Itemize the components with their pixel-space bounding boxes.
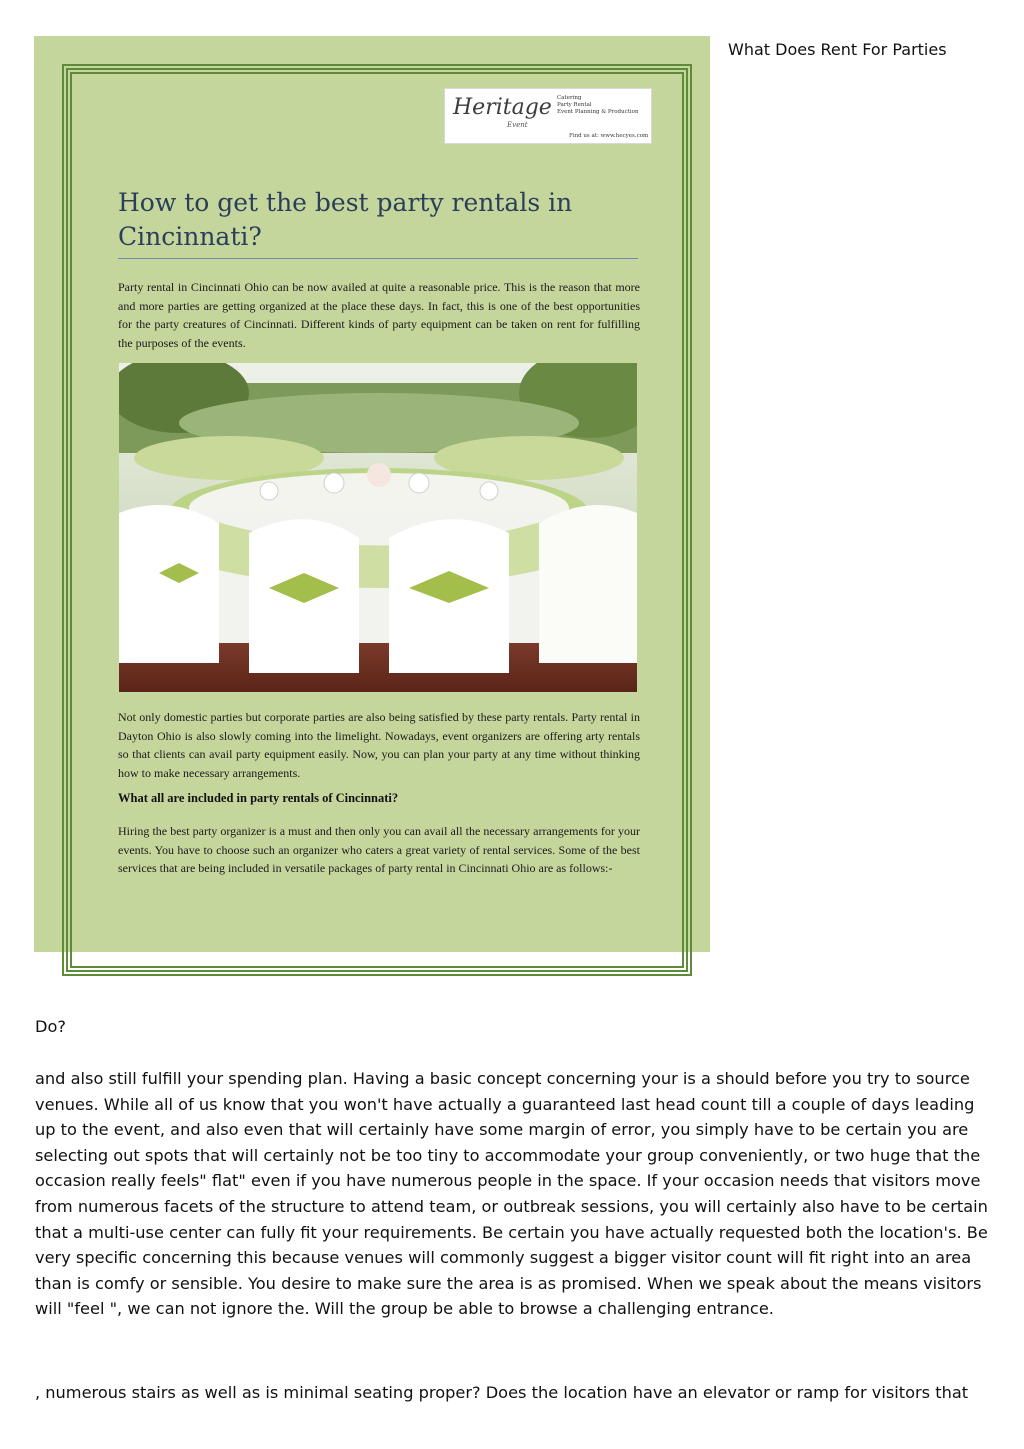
heritage-logo: [444, 88, 652, 144]
party-tables-photo-art: [119, 363, 637, 692]
logo-wordmark: Heritage: [453, 95, 552, 120]
body-heading-fragment: Do?: [35, 1017, 66, 1036]
flyer-paragraph: Hiring the best party organizer is a must and then only you can avail all the necessary arrangements for your events. You have to choose such an organizer who caters a great variety of rental services. Some of the best services that are being included in versatile packages of party rental in Cincinnati Ohio are as follows:-: [118, 824, 640, 876]
page-header: What Does Rent For Parties: [728, 40, 947, 59]
party-tables-photo: [119, 363, 637, 692]
logo-service-line: Party Rental: [557, 102, 592, 108]
body-paragraph: and also still fulfill your spending plan. Having a basic concept concerning your is a should before you try to source venues. While all of us know that you won't have actually a guaranteed last head count till a couple of days leading up to the event, and also even that will certainly have some margin of error, you simply have to be certain you are selecting out spots that will certainly not be too tiny to accommodate your group conveniently, or two huge that the occasion really feels" flat" even if you have numerous people in the space. If your occasion needs that visitors move from numerous facets of the structure to attend team, or outbreak sessions, you will certainly also have to be certain that a multi-use center can fully fit your requirements. Be certain you have actually requested both the location's. Be very specific concerning this because venues will commonly suggest a bigger visitor count will fit right into an area than is comfy or sensible. You desire to make sure the area is as promised. When we speak about the means visitors will "feel ", we can not ignore the. Will the group be able to browse a challenging entrance.: [35, 1069, 988, 1319]
logo-services: [557, 95, 639, 116]
flyer-paragraph: Not only domestic parties but corporate parties are also being satisfied by these party rentals. Party rental in Dayton Ohio is also slowly coming into the limelight. Nowadays, event organizers are offering arty rentals so that clients can avail party equipment easily. Now, you can plan your party at any time without thinking how to make necessary arrangements.: [118, 710, 640, 780]
logo-service-line: Event Planning & Production: [557, 109, 639, 115]
flyer-title: How to get the best party rentals in Cincinnati?: [118, 188, 573, 251]
logo-find-us: Find us at: www.hecyes.com: [569, 133, 649, 139]
logo-sub: Event: [507, 121, 528, 129]
flyer-paragraph: Party rental in Cincinnati Ohio can be now availed at quite a reasonable price. This is the reason that more and more parties are getting organized at the place these days. In fact, this is one of the best opportunities for the party creatures of Cincinnati. Different kinds of party equipment can be taken on rent for fulfilling the purposes of the events.: [118, 280, 640, 350]
title-rule: [118, 258, 638, 259]
body-paragraph: , numerous stairs as well as is minimal seating proper? Does the location have an elevator or ramp for visitors that: [35, 1383, 969, 1402]
flyer-subheading: What all are included in party rentals of Cincinnati?: [118, 791, 399, 805]
logo-service-line: Catering: [557, 95, 582, 101]
